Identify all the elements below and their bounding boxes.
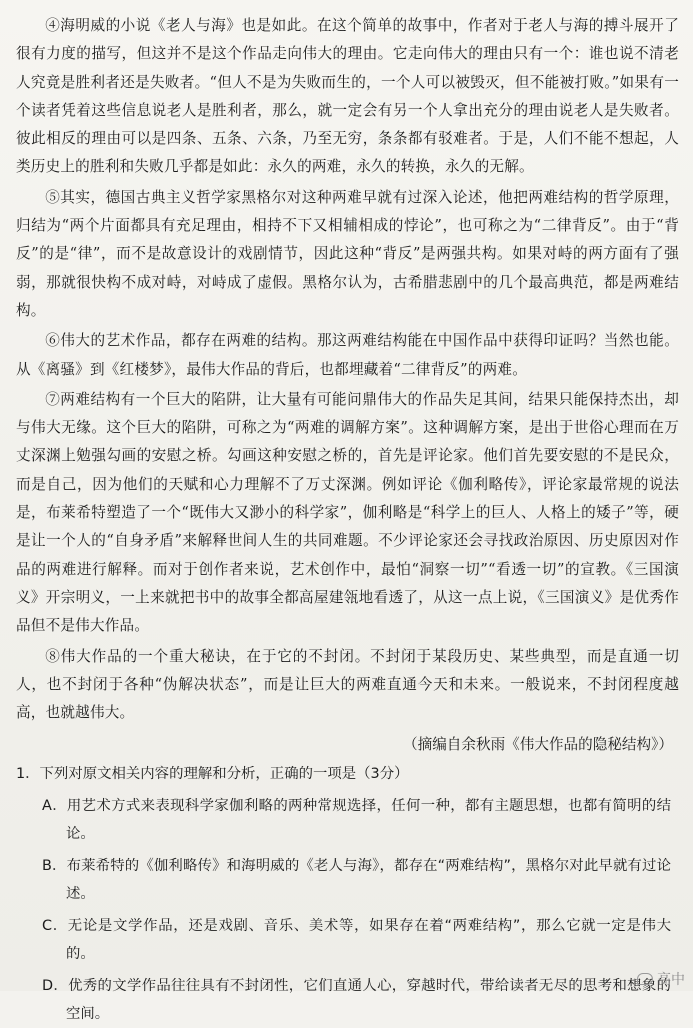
option-c: C．无论是文学作品，还是戏剧、音乐、美术等，如果存在着“两难结构”，那么它就一定是伟大的。	[42, 918, 671, 962]
paragraph-7: ⑦两难结构有一个巨大的陷阱，让大量有可能问鼎伟大的作品失足其间，结果只能保持杰出，却与伟大无缘。这个巨大的陷阱，可称之为“两难的调解方案”。这种调解方案，是出于世俗心理而在万丈深渊上勉强勾画的安慰之桥。勾画这种安慰之桥的，首先是评论家。他们首先要安慰的不是民众，而是自己，因为他们的天赋和心力理解不了万丈深渊。例如评论《伽利略传》，评论家最常规的说法是，布莱希特塑造了一个“既伟大又渺小的科学家”，伽利略是“科学上的巨人、人格上的矮子”等，硬是让一个人的“自身矛盾”来解释世间人生的共同难题。不少评论家还会寻找政治原因、历史原因对作品的两难进行解释。而对于创作者来说，艺术创作中，最怕“洞察一切”“看透一切”的宣教。《三国演义》开宗明义，一上来就把书中的故事全都高屋建瓴地看透了，从这一点上说，《三国演义》是优秀作品但不是伟大作品。	[16, 390, 679, 635]
paragraph-8: ⑧伟大作品的一个重大秘诀，在于它的不封闭。不封闭于某段历史、某些典型，而是直通一切人，也不封闭于各种“伪解决状态”，而是让巨大的两难直通今天和未来。一般说来，不封闭程度越高，也就越伟大。	[16, 647, 679, 722]
paragraph-6: ⑥伟大的艺术作品，都存在两难的结构。那这两难结构能在中国作品中获得印证吗？当然也能。从《离骚》到《红楼梦》，最伟大作品的背后，也都埋藏着“二律背反”的两难。	[16, 332, 679, 378]
watermark	[637, 969, 685, 989]
passage-source: （摘编自余秋雨《伟大作品的隐秘结构》）	[403, 736, 673, 754]
paragraph-4: ④海明威的小说《老人与海》也是如此。在这个简单的故事中，作者对于老人与海的搏斗展开了很有力度的描写，但这并不是这个作品走向伟大的理由。它走向伟大的理由只有一个：谁也说不清老人究竟是胜利者还是失败者。“但人不是为失败而生的，一个人可以被毁灭，但不能被打败。”如果有一个读者凭着这些信息说老人是胜利者，那么，就一定会有另一个人拿出充分的理由说老人是失败者。彼此相反的理由可以是四条、五条、六条，乃至无穷，条条都有驳难者。于是，人们不能不想起，人类历史上的胜利和失败几乎都是如此：永久的两难，永久的转换，永久的无解。	[16, 17, 679, 176]
option-d: D．优秀的文学作品往往具有不封闭性，它们直通人心，穿越时代，带给读者无尽的思考和想象的空间。	[42, 978, 671, 1022]
option-a: A．用艺术方式来表现科学家伽利略的两种常规选择，任何一种，都有主题思想，也都有简明的结论。	[42, 798, 671, 842]
question-1	[16, 761, 679, 1028]
chat-bubble-icon	[637, 973, 653, 985]
option-b: B．布莱希特的《伽利略传》和海明威的《老人与海》，都存在“两难结构”，黑格尔对此早就有过论述。	[42, 858, 671, 902]
reading-passage	[16, 12, 679, 759]
paragraph-5: ⑤其实，德国古典主义哲学家黑格尔对这种两难早就有过深入论述，他把两难结构的哲学原理，归结为“两个片面都具有充足理由，相持不下又相辅相成的悖论”，也可称之为“二律背反”。由于“背反”的是“律”，而不是故意设计的戏剧情节，因此这种“背反”是两强共构。如果对峙的两方面有了强弱，那就很快构不成对峙，对峙成了虚假。黑格尔认为，古希腊悲剧中的几个最高典范，都是两难结构。	[16, 188, 679, 319]
watermark-text: 高中	[657, 972, 685, 988]
question-stem: 1．下列对原文相关内容的理解和分析，正确的一项是（3分）	[16, 766, 409, 783]
